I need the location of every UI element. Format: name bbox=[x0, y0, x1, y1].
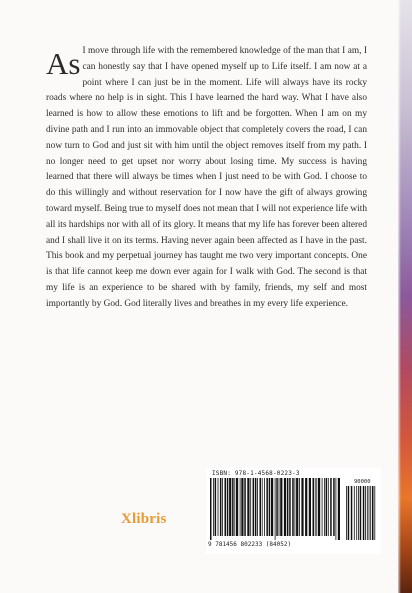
barcode-bar bbox=[322, 478, 323, 536]
barcode-bar bbox=[244, 478, 246, 536]
barcode-bar bbox=[253, 478, 255, 536]
barcode-bar bbox=[276, 478, 278, 536]
addon-barcode-bar bbox=[346, 486, 347, 540]
barcode-bar bbox=[215, 478, 217, 536]
barcode-bar bbox=[292, 478, 294, 536]
barcode-bar bbox=[275, 478, 276, 540]
barcode-bar bbox=[210, 478, 212, 540]
addon-barcode-bar bbox=[356, 486, 357, 540]
barcode-bar bbox=[279, 478, 280, 536]
barcode-bar bbox=[336, 478, 337, 540]
barcode-bar bbox=[289, 478, 291, 536]
addon-barcode-bar bbox=[367, 486, 368, 540]
barcode-bar bbox=[328, 478, 329, 536]
barcode-bar bbox=[315, 478, 316, 536]
barcode-bar bbox=[220, 478, 222, 536]
barcode-bar bbox=[284, 478, 286, 536]
barcode-bar bbox=[299, 478, 300, 536]
drop-cap: As bbox=[46, 46, 81, 81]
barcode-bar bbox=[229, 478, 231, 536]
barcode-bar bbox=[280, 478, 282, 536]
barcode-bar bbox=[262, 478, 263, 536]
barcode-bar bbox=[324, 478, 325, 536]
barcode-digits: 9 781456 802233 (84052) bbox=[208, 541, 292, 548]
addon-barcode-bar bbox=[358, 486, 359, 540]
barcode-bar bbox=[257, 478, 258, 536]
barcode-bar bbox=[296, 478, 298, 536]
barcode-bar bbox=[241, 478, 243, 536]
blurb-first-line: I move through life with the remembered knowledge of the man that I bbox=[82, 46, 346, 56]
barcode-bar bbox=[225, 478, 227, 536]
price-code: 90000 bbox=[354, 479, 371, 485]
back-cover-blurb bbox=[46, 44, 367, 313]
addon-barcode-bar bbox=[354, 486, 355, 540]
addon-barcode-bar bbox=[365, 486, 366, 540]
barcode-bar bbox=[301, 478, 303, 536]
barcode-bar bbox=[234, 478, 235, 536]
barcode-bar bbox=[309, 478, 311, 536]
addon-barcode-bar bbox=[374, 486, 375, 540]
blurb-body: am, I can honestly say that I have opened myself up to Life itself. I am now at a point where I can just be in the moment. Life will always have its rocky roads where no help is in sight. This I have learned the hard way. What I have also learned is how to allow these emotions to lift and be forgotten. When I am on my divine path and I run into an immovable object that completely covers the road, I can now turn to God and just sit with him until the object removes itself from my path. I no longer need to get upset nor worry about losing time. My success is having learned that there will always be times when I just need to be with God. I choose to do this willingly and without reservation for I now have the gift of always growing toward myself. Being true to myself does not mean that I will not experience life with all its hardships nor with all of its glory. It means that my life has forever been altered and I shall live it on its terms. Having never again been affected as I have in the past. This book and my perpetual journey has taught me two very important concepts. One is that life cannot keep me down ever again for I walk with God. The second is that my life is an experience to be shared with by family, friends, my self and most importantly by God. God literally lives and breathes in my every life experience. bbox=[46, 46, 368, 309]
barcode-bar bbox=[316, 478, 317, 536]
barcode-bar bbox=[218, 478, 219, 536]
barcode-bar bbox=[313, 478, 315, 536]
xlibris-logo: Xlibris bbox=[121, 511, 167, 527]
addon-barcode-bar bbox=[348, 486, 350, 540]
barcode-bar bbox=[264, 478, 265, 536]
barcode-bar bbox=[287, 478, 289, 536]
barcode-bar bbox=[250, 478, 251, 536]
barcode-bar bbox=[326, 478, 328, 536]
addon-barcode-bar bbox=[351, 486, 353, 540]
barcode-bar bbox=[271, 478, 273, 536]
barcode-bar bbox=[338, 478, 340, 540]
barcode-bar bbox=[295, 478, 296, 536]
addon-barcode-bar bbox=[369, 486, 370, 540]
barcode-bar bbox=[330, 478, 332, 536]
barcode-bar bbox=[232, 478, 234, 536]
barcode-bar bbox=[305, 478, 307, 536]
barcode-bars bbox=[210, 478, 377, 540]
barcode-bar bbox=[227, 478, 229, 536]
spine-sunset-strip bbox=[398, 0, 412, 593]
isbn-text: ISBN: 978-1-4568-0223-3 bbox=[212, 470, 300, 477]
barcode-bar bbox=[247, 478, 249, 536]
barcode-bar bbox=[260, 478, 262, 536]
barcode-bar bbox=[240, 478, 241, 536]
barcode-bar bbox=[266, 478, 268, 536]
addon-barcode-bar bbox=[363, 486, 365, 540]
barcode-bar bbox=[213, 478, 214, 536]
barcode-bar bbox=[269, 478, 271, 536]
barcode-bar bbox=[333, 478, 335, 536]
barcode-bar bbox=[222, 478, 223, 536]
barcode-bar bbox=[255, 478, 257, 536]
barcode-bar bbox=[318, 478, 320, 536]
addon-barcode-bar bbox=[372, 486, 374, 540]
barcode-bar bbox=[236, 478, 238, 536]
addon-barcode-bar bbox=[360, 486, 362, 540]
isbn-barcode bbox=[206, 468, 381, 554]
addon-barcode-bar bbox=[370, 486, 371, 540]
